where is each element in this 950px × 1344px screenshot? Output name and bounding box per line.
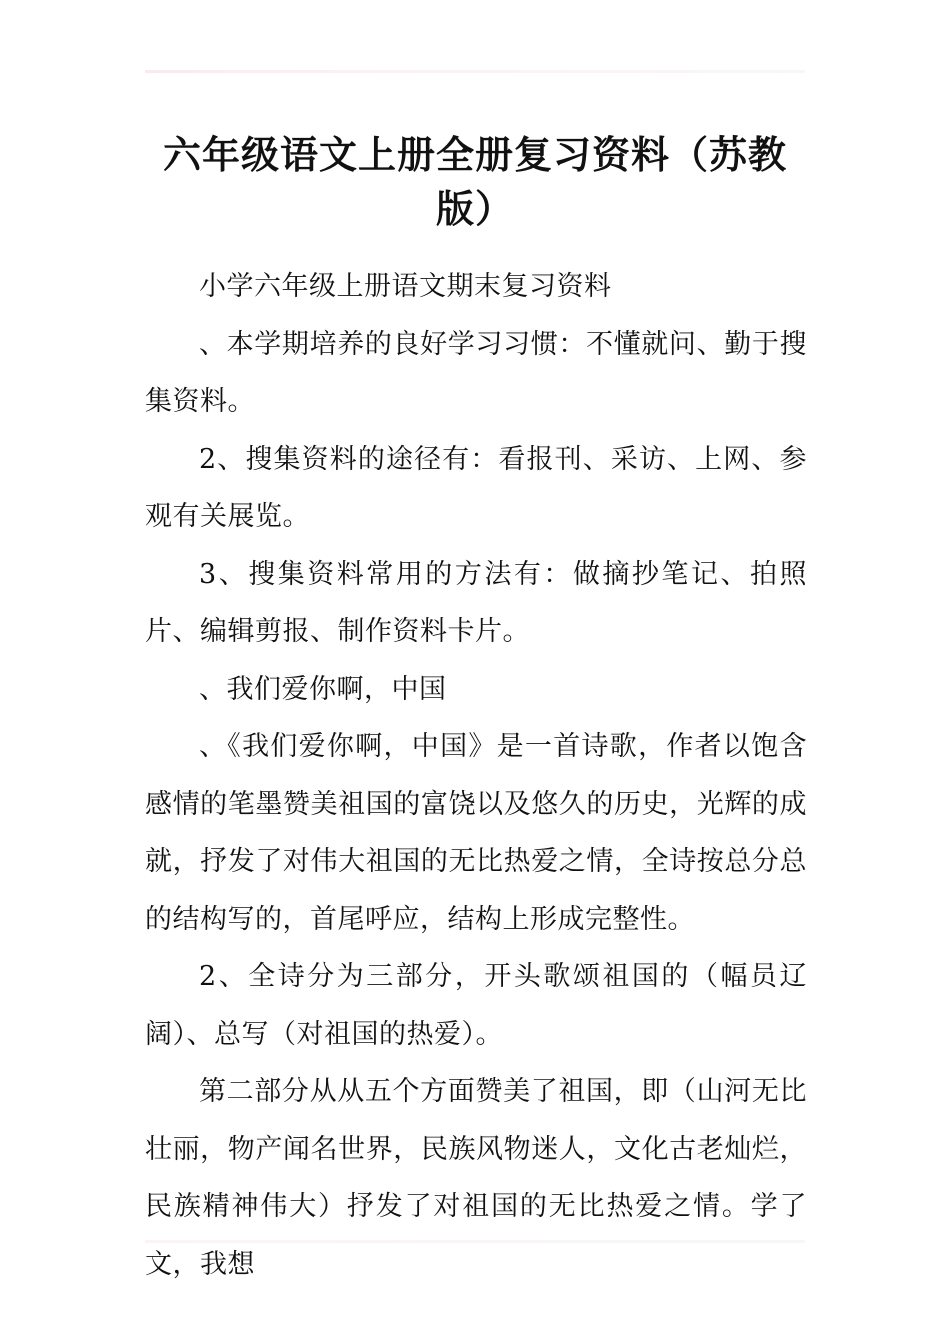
- paragraph-lesson-heading: 、我们爱你啊，中国: [199, 673, 447, 705]
- footer-rule: [145, 1240, 805, 1243]
- paragraph-poem-intro: 、《我们爱你啊，中国》是一首诗歌，作者以饱含感情的笔墨赞美祖国的富饶以及悠久的历史，光辉的成就，抒发了对伟大祖国的无比热爱之情，全诗按总分总的结构写的，首尾呼应，结构上形成完整性。: [145, 731, 807, 935]
- paragraph-subtitle: 小学六年级上册语文期末复习资料: [199, 271, 612, 302]
- document-body: [145, 258, 807, 1293]
- header-rule: [145, 70, 805, 73]
- document-title: 六年级语文上册全册复习资料（苏教版）: [162, 132, 787, 231]
- paragraph-part-two: 第二部分从从五个方面赞美了祖国，即（山河无比壮丽，物产闻名世界，民族风物迷人，文化古老灿烂，民族精神伟大）抒发了对祖国的无比热爱之情。学了文，我想: [145, 1076, 807, 1280]
- paragraph-structure: 2、全诗分为三部分，开头歌颂祖国的（幅员辽阔）、总写（对祖国的热爱）。: [145, 961, 807, 1050]
- paragraph-ways: 2、搜集资料的途径有：看报刊、采访、上网、参观有关展览。: [145, 443, 807, 532]
- paragraph-habits: 、本学期培养的良好学习习惯：不懂就问、勤于搜集资料。: [145, 328, 807, 417]
- paragraph-methods: 3、搜集资料常用的方法有：做摘抄笔记、拍照片、编辑剪报、制作资料卡片。: [145, 558, 807, 647]
